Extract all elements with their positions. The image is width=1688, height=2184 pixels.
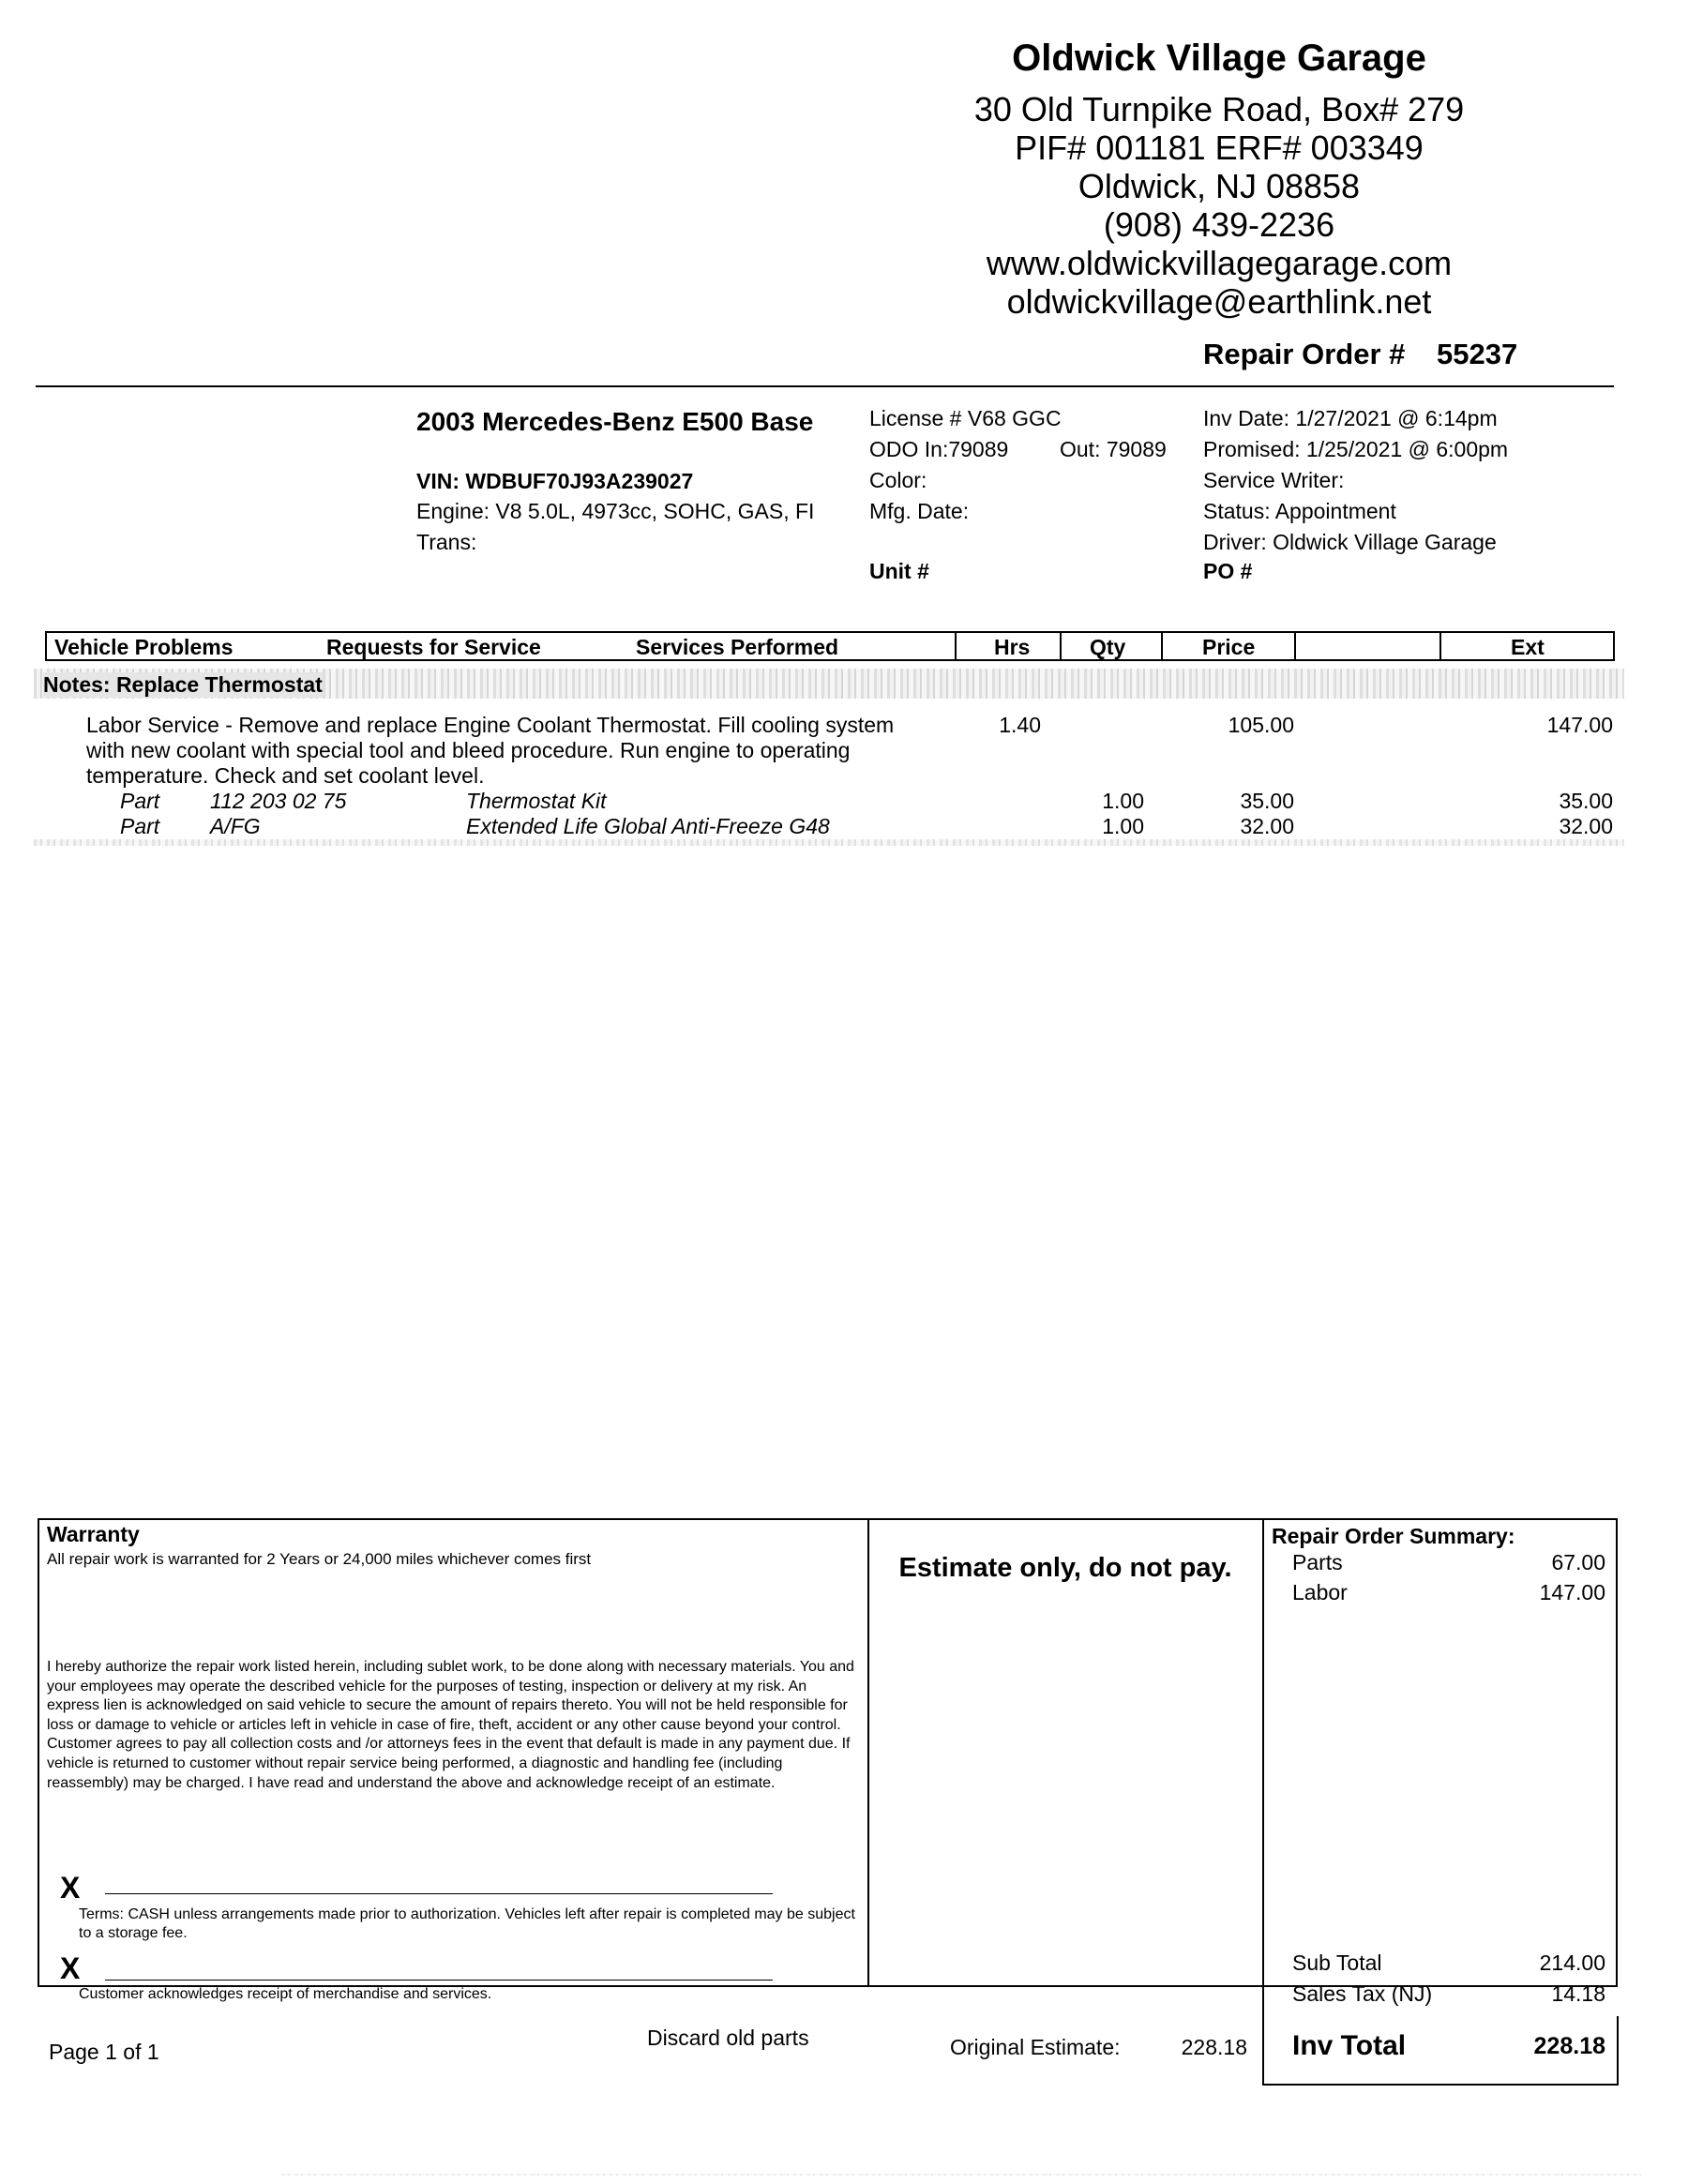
labor-description-line2: with new coolant with special tool and bleed procedure. Run engine to operating bbox=[86, 738, 851, 762]
sales-tax-label: Sales Tax (NJ) bbox=[1292, 1981, 1433, 2006]
part-type: Part bbox=[120, 814, 160, 838]
discard-note: Discard old parts bbox=[647, 2026, 809, 2050]
part-number: A/FG bbox=[210, 814, 261, 838]
summary-parts-label: Parts bbox=[1292, 1550, 1343, 1574]
original-estimate-value: 228.18 bbox=[1181, 2035, 1247, 2059]
company-city: Oldwick, NJ 08858 bbox=[1078, 167, 1361, 205]
vehicle-vin: VIN: WDBUF70J93A239027 bbox=[416, 469, 694, 493]
company-phone: (908) 439-2236 bbox=[1103, 205, 1335, 244]
header-divider bbox=[36, 385, 1614, 387]
labor-hrs: 1.40 bbox=[999, 713, 1041, 737]
labor-ext: 147.00 bbox=[1546, 713, 1613, 737]
header-vehicle-problems: Vehicle Problems bbox=[54, 635, 234, 659]
invoice-total-label: Inv Total bbox=[1292, 2030, 1407, 2061]
labor-description-line1: Labor Service - Remove and replace Engine Coolant Thermostat. Fill cooling system bbox=[86, 713, 895, 737]
unit-number: Unit # bbox=[869, 559, 929, 583]
col-divider bbox=[955, 631, 957, 661]
sales-tax-value: 14.18 bbox=[1551, 1981, 1605, 2006]
signature-x: X bbox=[60, 1951, 81, 1985]
vehicle-trans: Trans: bbox=[416, 530, 477, 554]
labor-description-line3: temperature. Check and set coolant level. bbox=[86, 763, 485, 788]
summary-labor-value: 147.00 bbox=[1539, 1580, 1605, 1604]
part-ext: 32.00 bbox=[1559, 814, 1613, 838]
part-description: Extended Life Global Anti-Freeze G48 bbox=[466, 814, 830, 838]
subtotal-label: Sub Total bbox=[1292, 1951, 1382, 1975]
part-ext: 35.00 bbox=[1559, 789, 1613, 813]
authorization-text: I hereby authorize the repair work listed herein, including sublet work, to be done along with necessary materials. You and your employees may operate the described vehicle for the purposes of testing, inspection or delivery at my risk. An express lien is acknowledged on said vehicle to secure the amount of repairs thereto. You will not be held responsible for loss or damage to vehicle or articles left in vehicle in case of fire, theft, accident or any other cause beyond your control. Customer agrees to pay all collection costs and /or attorneys fees in the event that default is made in any payment due. If vehicle is returned to customer without repair service being performed, a diagnostic and handling fee (including reassembly) may be charged. I have read and understand the above and acknowledge receipt of an estimate. bbox=[47, 1659, 854, 1791]
vehicle-engine: Engine: V8 5.0L, 4973cc, SOHC, GAS, FI bbox=[416, 499, 815, 523]
header-qty: Qty bbox=[1090, 635, 1126, 659]
part-description: Thermostat Kit bbox=[466, 789, 607, 813]
header-price: Price bbox=[1202, 635, 1256, 659]
part-type: Part bbox=[120, 789, 160, 813]
header-services: Services Performed bbox=[636, 635, 839, 659]
part-price: 35.00 bbox=[1240, 789, 1294, 813]
original-estimate-label: Original Estimate: bbox=[950, 2035, 1121, 2059]
summary-labor-label: Labor bbox=[1292, 1580, 1348, 1604]
col-divider bbox=[1060, 631, 1062, 661]
part-qty: 1.00 bbox=[1102, 814, 1144, 838]
warranty-text: All repair work is warranted for 2 Years or 24,000 miles whichever comes first bbox=[47, 1550, 592, 1568]
po-number: PO # bbox=[1203, 559, 1253, 583]
company-name: Oldwick Village Garage bbox=[1012, 38, 1426, 79]
subtotal-value: 214.00 bbox=[1539, 1951, 1605, 1975]
part-qty: 1.00 bbox=[1102, 789, 1144, 813]
promised-date: Promised: 1/25/2021 @ 6:00pm bbox=[1203, 437, 1509, 461]
notes-text: Notes: Replace Thermostat bbox=[43, 672, 323, 697]
order-status: Status: Appointment bbox=[1203, 499, 1396, 523]
col-divider bbox=[1294, 631, 1296, 661]
header-hrs: Hrs bbox=[994, 635, 1031, 659]
odometer-in: ODO In:79089 bbox=[869, 437, 1009, 461]
company-address: 30 Old Turnpike Road, Box# 279 bbox=[973, 90, 1465, 128]
terms-text: Terms: CASH unless arrangements made prior to authorization. Vehicles left after repair is completed may be subject to a storage fee. bbox=[79, 1906, 855, 1941]
company-email[interactable]: oldwickvillage@earthlink.net bbox=[1006, 282, 1432, 321]
vehicle-color: Color: bbox=[869, 468, 927, 492]
part-number: 112 203 02 75 bbox=[210, 789, 347, 813]
acknowledge-text: Customer acknowledges receipt of merchandise and services. bbox=[79, 1986, 492, 2002]
repair-order-label: Repair Order # bbox=[1203, 338, 1406, 370]
part-price: 32.00 bbox=[1240, 814, 1294, 838]
license-number: License # V68 GGC bbox=[869, 406, 1062, 430]
vehicle-title: 2003 Mercedes-Benz E500 Base bbox=[416, 407, 814, 436]
col-divider bbox=[1161, 631, 1163, 661]
col-divider bbox=[1439, 631, 1441, 661]
summary-title: Repair Order Summary: bbox=[1272, 1524, 1515, 1548]
signature-x: X bbox=[60, 1871, 81, 1905]
mfg-date: Mfg. Date: bbox=[869, 499, 970, 523]
company-website[interactable]: www.oldwickvillagegarage.com bbox=[986, 244, 1453, 282]
page-number: Page 1 of 1 bbox=[49, 2040, 159, 2064]
labor-price: 105.00 bbox=[1228, 713, 1294, 737]
header-requests: Requests for Service bbox=[326, 635, 541, 659]
invoice-date: Inv Date: 1/27/2021 @ 6:14pm bbox=[1203, 406, 1498, 430]
footer-divider-right bbox=[1262, 1518, 1264, 2086]
signature-line[interactable] bbox=[105, 1893, 773, 1894]
footer-divider-left bbox=[867, 1518, 869, 1987]
summary-parts-value: 67.00 bbox=[1551, 1550, 1605, 1574]
repair-order-number: 55237 bbox=[1437, 338, 1518, 370]
invoice-total-value: 228.18 bbox=[1533, 2033, 1605, 2059]
odometer-out: Out: 79089 bbox=[1060, 437, 1167, 461]
driver: Driver: Oldwick Village Garage bbox=[1203, 530, 1497, 554]
table-bottom-band bbox=[34, 839, 1624, 846]
company-ids: PIF# 001181 ERF# 003349 bbox=[1015, 128, 1424, 167]
scan-artifact bbox=[281, 2174, 1641, 2176]
estimate-note: Estimate only, do not pay. bbox=[898, 1553, 1232, 1583]
header-ext: Ext bbox=[1511, 635, 1545, 659]
warranty-title: Warranty bbox=[47, 1522, 140, 1546]
signature-line[interactable] bbox=[105, 1980, 773, 1981]
service-writer: Service Writer: bbox=[1203, 468, 1345, 492]
